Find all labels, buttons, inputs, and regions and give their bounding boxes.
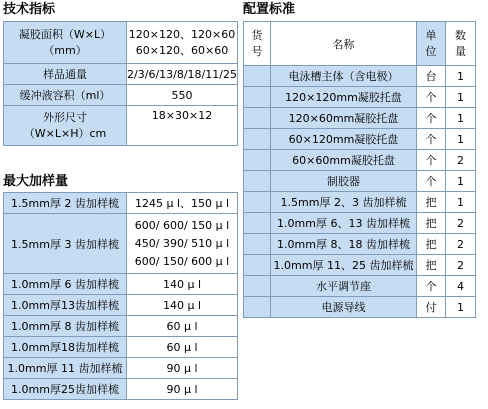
config-header-row (244, 22, 476, 66)
config-item-unit: 个 (417, 150, 446, 171)
gel-area-value-line1: 120×120、120×60 (128, 27, 236, 41)
load-row (4, 274, 238, 295)
config-code-cell (244, 255, 271, 276)
load-label: 1.5mm厚 2 齿加样梳 (4, 193, 127, 214)
config-row (244, 213, 476, 234)
qty-header-line2: 量 (455, 44, 466, 58)
config-item-name: 电泳槽主体（含电极） (271, 66, 417, 87)
tech-heading: 技术指标 (3, 2, 56, 17)
config-code-cell (244, 66, 271, 87)
tech-table (3, 21, 238, 146)
buffer-volume-value: 550 (127, 85, 238, 106)
config-item-qty: 2 (446, 213, 476, 234)
config-item-name: 60×60mm凝胶托盘 (271, 150, 417, 171)
config-item-unit: 把 (417, 255, 446, 276)
config-code-cell (244, 213, 271, 234)
dimensions-label (4, 106, 127, 146)
config-item-qty: 2 (446, 150, 476, 171)
config-item-qty: 2 (446, 234, 476, 255)
config-item-qty: 4 (446, 276, 476, 297)
gel-area-label-line1: 凝胶面积（W×L） (18, 27, 112, 41)
config-item-unit: 把 (417, 234, 446, 255)
load-value: 60 μ l (127, 316, 238, 337)
config-code-cell (244, 87, 271, 108)
load-value: 140 μ l (127, 295, 238, 316)
name-header: 名称 (271, 22, 417, 66)
load-row (4, 337, 238, 358)
load-row (4, 214, 238, 274)
dimensions-label-line2: （W×L×H）cm (23, 126, 107, 140)
config-item-unit: 个 (417, 108, 446, 129)
config-code-cell (244, 150, 271, 171)
config-item-qty: 1 (446, 108, 476, 129)
config-item-name: 120×60mm凝胶托盘 (271, 108, 417, 129)
config-item-unit: 个 (417, 129, 446, 150)
load-value: 450/ 390/ 510 μ l (134, 236, 230, 250)
config-item-name: 60×120mm凝胶托盘 (271, 129, 417, 150)
config-code-cell (244, 234, 271, 255)
config-code-cell (244, 192, 271, 213)
config-item-unit: 个 (417, 87, 446, 108)
config-item-name: 1.0mm厚 8、18 齿加样梳 (271, 234, 417, 255)
config-item-unit: 个 (417, 171, 446, 192)
config-item-unit: 把 (417, 213, 446, 234)
config-row (244, 276, 476, 297)
config-heading: 配置标准 (243, 2, 296, 17)
config-item-qty: 1 (446, 297, 476, 318)
dimensions-label-line1: 外形尺寸 (43, 110, 87, 124)
config-row (244, 129, 476, 150)
config-item-name: 制胶器 (271, 171, 417, 192)
config-row (244, 255, 476, 276)
config-item-name: 水平调节座 (271, 276, 417, 297)
tech-row-throughput (4, 64, 238, 85)
config-code-cell (244, 171, 271, 192)
load-value: 600/ 150/ 600 μ l (134, 254, 230, 268)
load-value: 90 μ l (127, 358, 238, 379)
dimensions-value: 18×30×12 (127, 106, 238, 146)
tech-row-gel-area (4, 22, 238, 64)
config-code-cell (244, 108, 271, 129)
load-label: 1.0mm厚18齿加样梳 (4, 337, 127, 358)
load-row (4, 295, 238, 316)
load-label: 1.0mm厚 11 齿加样梳 (4, 358, 127, 379)
load-value: 600/ 600/ 150 μ l (134, 218, 230, 232)
config-row (244, 108, 476, 129)
code-header-line1: 货 (251, 28, 263, 42)
load-value: 60 μ l (127, 337, 238, 358)
code-header (244, 22, 271, 66)
tech-row-buffer (4, 85, 238, 106)
config-item-name: 1.0mm厚 6、13 齿加样梳 (271, 213, 417, 234)
throughput-label: 样品通量 (4, 64, 127, 85)
config-row (244, 150, 476, 171)
config-item-unit: 把 (417, 192, 446, 213)
config-item-qty: 1 (446, 192, 476, 213)
load-label: 1.5mm厚 3 齿加样梳 (4, 214, 127, 274)
max-load-table (3, 192, 238, 400)
config-table (243, 21, 476, 318)
config-row (244, 171, 476, 192)
config-item-qty: 1 (446, 66, 476, 87)
load-value: 90 μ l (127, 379, 238, 400)
config-row (244, 192, 476, 213)
load-row (4, 379, 238, 400)
gel-area-label-line2: （mm） (43, 43, 87, 57)
config-item-name: 电源导线 (271, 297, 417, 318)
load-value: 140 μ l (127, 274, 238, 295)
config-row (244, 297, 476, 318)
config-code-cell (244, 297, 271, 318)
config-item-qty: 1 (446, 129, 476, 150)
qty-header (446, 22, 476, 66)
unit-header-line1: 单 (425, 28, 437, 42)
load-row (4, 358, 238, 379)
qty-header-line1: 数 (455, 28, 466, 42)
config-item-name: 1.5mm厚 2、3 齿加样梳 (271, 192, 417, 213)
config-code-cell (244, 129, 271, 150)
config-item-name: 1.0mm厚 11、25 齿加样梳 (271, 255, 417, 276)
gel-area-value (127, 22, 238, 64)
config-row (244, 87, 476, 108)
config-item-unit: 付 (417, 297, 446, 318)
config-item-name: 120×120mm凝胶托盘 (271, 87, 417, 108)
load-label: 1.0mm厚25齿加样梳 (4, 379, 127, 400)
config-item-qty: 1 (446, 87, 476, 108)
load-row (4, 316, 238, 337)
config-row (244, 234, 476, 255)
load-row (4, 193, 238, 214)
config-item-qty: 1 (446, 171, 476, 192)
buffer-volume-label: 缓冲液容积（ml） (4, 85, 127, 106)
throughput-value: 2/3/6/13/8/18/11/25 (127, 64, 238, 85)
load-label: 1.0mm厚13齿加样梳 (4, 295, 127, 316)
code-header-line2: 号 (251, 44, 263, 58)
tech-row-dimensions (4, 106, 238, 146)
config-row (244, 66, 476, 87)
config-body (244, 66, 476, 318)
max-load-heading: 最大加样量 (3, 174, 69, 189)
unit-header (417, 22, 446, 66)
config-item-unit: 台 (417, 66, 446, 87)
load-label: 1.0mm厚 6 齿加样梳 (4, 274, 127, 295)
unit-header-line2: 位 (425, 44, 437, 58)
load-value-multi (127, 214, 238, 274)
load-value: 1245 μ l、150 μ l (127, 193, 238, 214)
gel-area-value-line2: 60×120、60×60 (135, 43, 229, 57)
config-item-unit: 个 (417, 276, 446, 297)
load-label: 1.0mm厚 8 齿加样梳 (4, 316, 127, 337)
gel-area-label (4, 22, 127, 64)
config-item-qty: 2 (446, 255, 476, 276)
config-code-cell (244, 276, 271, 297)
